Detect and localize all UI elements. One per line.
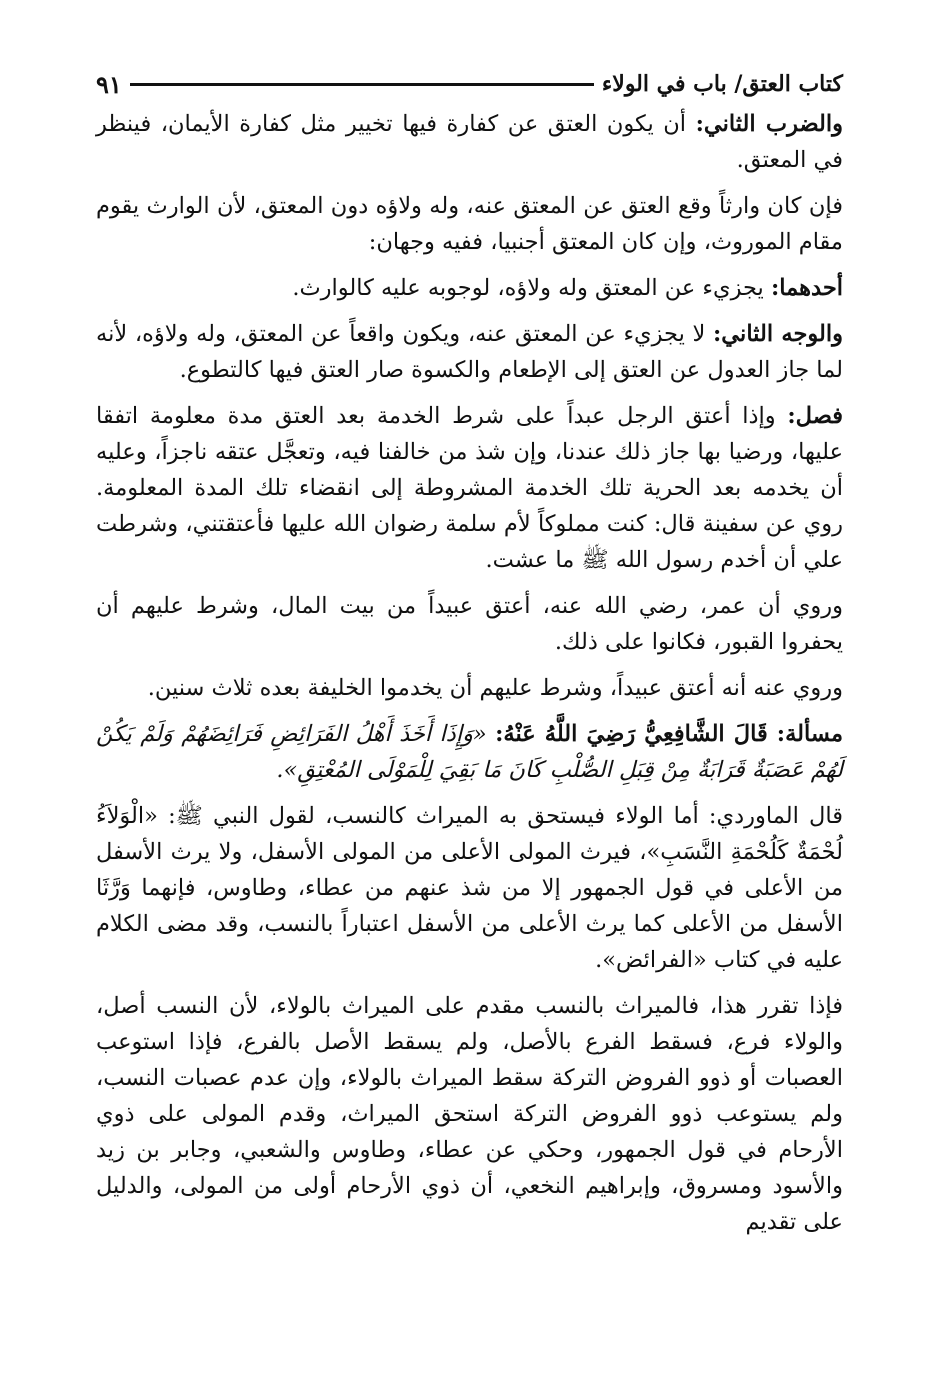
paragraph-lead: فصل: bbox=[787, 403, 843, 429]
paragraph bbox=[96, 316, 843, 388]
chapter-title: كتاب العتق/ باب في الولاء bbox=[601, 71, 843, 97]
paragraph bbox=[96, 588, 843, 660]
header-rule bbox=[130, 83, 594, 86]
body-text bbox=[96, 106, 843, 1240]
paragraph-text: قال الماوردي: أما الولاء فيستحق به الميراث كالنسب، لقول النبي ﷺ: «الْوَلاَءُ لُحْمَةٌ كَلُحْمَةِ النَّسَبِ»، فيرث المولى الأعلى من المولى الأسفل، ولا يرث الأسفل من الأعلى في قول الجمهور إلا من شذ عنهم من عطاء، وطاوس، فإنهما وَرَّثَا الأسفل من الأعلى كما يرث الأعلى من الأسفل اعتباراً بالنسب، وقد مضى الكلام عليه في كتاب «الفرائض». bbox=[96, 803, 843, 973]
running-header bbox=[96, 64, 843, 104]
paragraph bbox=[96, 798, 843, 978]
paragraph bbox=[96, 398, 843, 578]
paragraph-text: يجزيء عن المعتق وله ولاؤه، لوجوبه عليه كالوارث. bbox=[292, 275, 771, 301]
paragraph bbox=[96, 270, 843, 306]
paragraph-text: وإذا أعتق الرجل عبداً على شرط الخدمة بعد العتق مدة معلومة اتفقا عليها، ورضيا بها جاز ذلك عندنا، وإن شذ من خالفنا فيه، وتعجَّل عتقه ناجزاً، وعليه أن يخدمه بعد الحرية تلك الخدمة المشروطة إلى انقضاء تلك المدة المعلومة. روي عن سفينة قال: كنت مملوكاً لأم سلمة رضوان الله عليها فأعتقتني، وشرطت علي أن أخدم رسول الله ﷺ ما عشت. bbox=[96, 403, 843, 573]
paragraph bbox=[96, 988, 843, 1240]
paragraph-lead: والوجه الثاني: bbox=[713, 321, 843, 347]
paragraph-lead: مسألة: قَالَ الشَّافِعِيُّ رَضِيَ اللَّهُ عَنْهُ: bbox=[495, 721, 843, 747]
paragraph-text: أن يكون العتق عن كفارة فيها تخيير مثل كفارة الأيمان، فينظر في المعتق. bbox=[96, 111, 843, 173]
paragraph-text: فإن كان وارثاً وقع العتق عن المعتق عنه، وله ولاؤه دون المعتق، لأن الوارث يقوم مقام الموروث، وإن كان المعتق أجنبيا، ففيه وجهان: bbox=[96, 193, 843, 255]
paragraph bbox=[96, 716, 843, 788]
paragraph bbox=[96, 670, 843, 706]
paragraph-text: وروي عنه أنه أعتق عبيداً، وشرط عليهم أن يخدموا الخليفة بعده ثلاث سنين. bbox=[147, 675, 843, 701]
paragraph-lead: والضرب الثاني: bbox=[695, 111, 843, 137]
page-number: ٩١ bbox=[96, 69, 122, 99]
paragraph-lead: أحدهما: bbox=[770, 275, 843, 301]
paragraph-text: لا يجزيء عن المعتق عنه، ويكون واقعاً عن المعتق، وله ولاؤه، لأنه لما جاز العدول عن العتق إلى الإطعام والكسوة صار العتق فيها كالتطوع. bbox=[96, 321, 843, 383]
paragraph bbox=[96, 106, 843, 178]
paragraph-text: وروي أن عمر، رضي الله عنه، أعتق عبيداً من بيت المال، وشرط عليهم أن يحفروا القبور، فكانوا على ذلك. bbox=[96, 593, 843, 655]
paragraph bbox=[96, 188, 843, 260]
paragraph-text: فإذا تقرر هذا، فالميراث بالنسب مقدم على الميراث بالولاء، لأن النسب أصل، والولاء فرع، فسقط الفرع بالأصل، ولم يسقط الأصل بالفرع، فإذا استوعب العصبات أو ذوو الفروض التركة سقط الميراث بالولاء، وإن عدم عصبات النسب، ولم يستوعب ذوو الفروض التركة استحق الميراث، وقدم المولى على ذوي الأرحام في قول الجمهور، وحكي عن عطاء، وطاوس والشعبي، وجابر بن زيد والأسود ومسروق، وإبراهيم النخعي، أن ذوي الأرحام أولى من المولى، والدليل على تقديم bbox=[96, 993, 843, 1235]
paragraph-text: «وَإِذَا أَخَذَ أَهْلُ الفَرَائِضِ فَرَائِضَهُمْ وَلَمْ يَكُنْ لَهُمْ عَصَبَةٌ قَرَابَةٌ مِنْ قِبَلِ الصُّلْبِ كَانَ مَا بَقِيَ لِلْمَوْلَى المُعْتِقِ». bbox=[96, 721, 843, 783]
